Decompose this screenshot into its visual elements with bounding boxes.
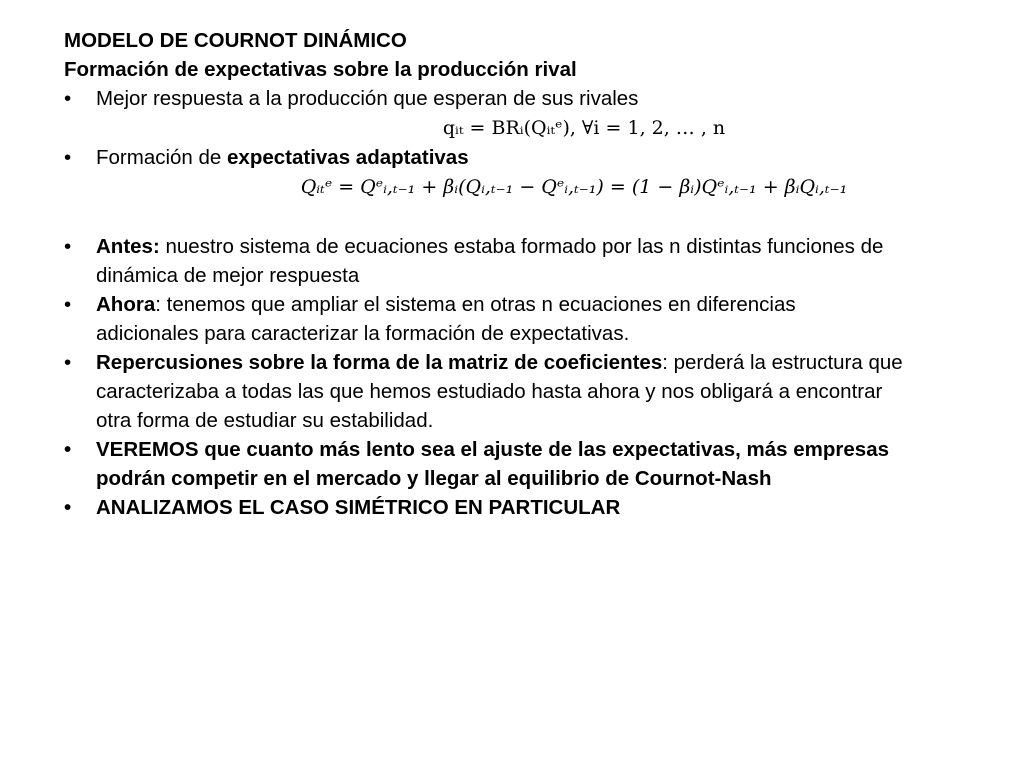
bullet-repercusiones [64, 348, 994, 435]
bullet-text-prefix: Formación de [96, 146, 228, 169]
bullet-analizamos [64, 493, 994, 522]
bullet-ahora [64, 290, 994, 348]
bullet-antes [64, 232, 994, 290]
bullet-text-line1: VEREMOS que cuanto más lento sea el ajuste de las expectativas, más empresas [96, 438, 890, 461]
bullet-text-line1: : tenemos que ampliar el sistema en otras n ecuaciones en diferencias [155, 293, 796, 316]
bullet-best-response [64, 84, 994, 113]
bullet-icon: • [64, 351, 72, 374]
bullet-icon: • [64, 235, 72, 258]
bullet-text-bold: Antes: [96, 235, 160, 258]
bullet-text-bold: Repercusiones sobre la forma de la matriz de coeficientes [96, 351, 663, 374]
bullet-text-line2: caracterizaba a todas las que hemos estudiado hasta ahora y nos obligará a encontrar [96, 380, 883, 403]
bullet-veremos [64, 435, 994, 493]
equation-adaptive-expectations: Qᵢₜᵉ = Qᵉᵢ,ₜ₋₁ + βᵢ(Qᵢ,ₜ₋₁ − Qᵉᵢ,ₜ₋₁) = (1 − βᵢ)Qᵉᵢ,ₜ₋₁ + βᵢQᵢ,ₜ₋₁ [300, 176, 848, 198]
bullet-icon: • [64, 496, 72, 519]
bullet-text-bold: Ahora [96, 293, 156, 316]
bullet-text-line2: podrán competir en el mercado y llegar al equilibrio de Cournot-Nash [96, 467, 772, 490]
bullet-text: Mejor respuesta a la producción que esperan de sus rivales [96, 87, 639, 110]
bullet-text-line3: otra forma de estudiar su estabilidad. [96, 409, 434, 432]
bullet-icon: • [64, 87, 72, 110]
spacer [64, 202, 994, 232]
bullet-text-bold: expectativas adaptativas [227, 146, 469, 169]
bullet-icon: • [64, 438, 72, 461]
bullet-text-line1: : perderá la estructura que [662, 351, 903, 374]
bullet-text-line2: adicionales para caracterizar la formación de expectativas. [96, 322, 630, 345]
slide-subtitle: Formación de expectativas sobre la producción rival [64, 58, 577, 81]
slide-content [64, 26, 994, 522]
slide-title: MODELO DE COURNOT DINÁMICO [64, 29, 407, 52]
bullet-text-line2: dinámica de mejor respuesta [96, 264, 360, 287]
bullet-icon: • [64, 146, 72, 169]
bullet-adaptive-expectations [64, 143, 994, 172]
bullet-text-line1: nuestro sistema de ecuaciones estaba formado por las n distintas funciones de [159, 235, 884, 258]
bullet-icon: • [64, 293, 72, 316]
bullet-text: ANALIZAMOS EL CASO SIMÉTRICO EN PARTICULAR [96, 496, 621, 519]
equation-best-response: qᵢₜ = BRᵢ(Qᵢₜᵉ), ∀i = 1, 2, … , n [442, 117, 726, 139]
